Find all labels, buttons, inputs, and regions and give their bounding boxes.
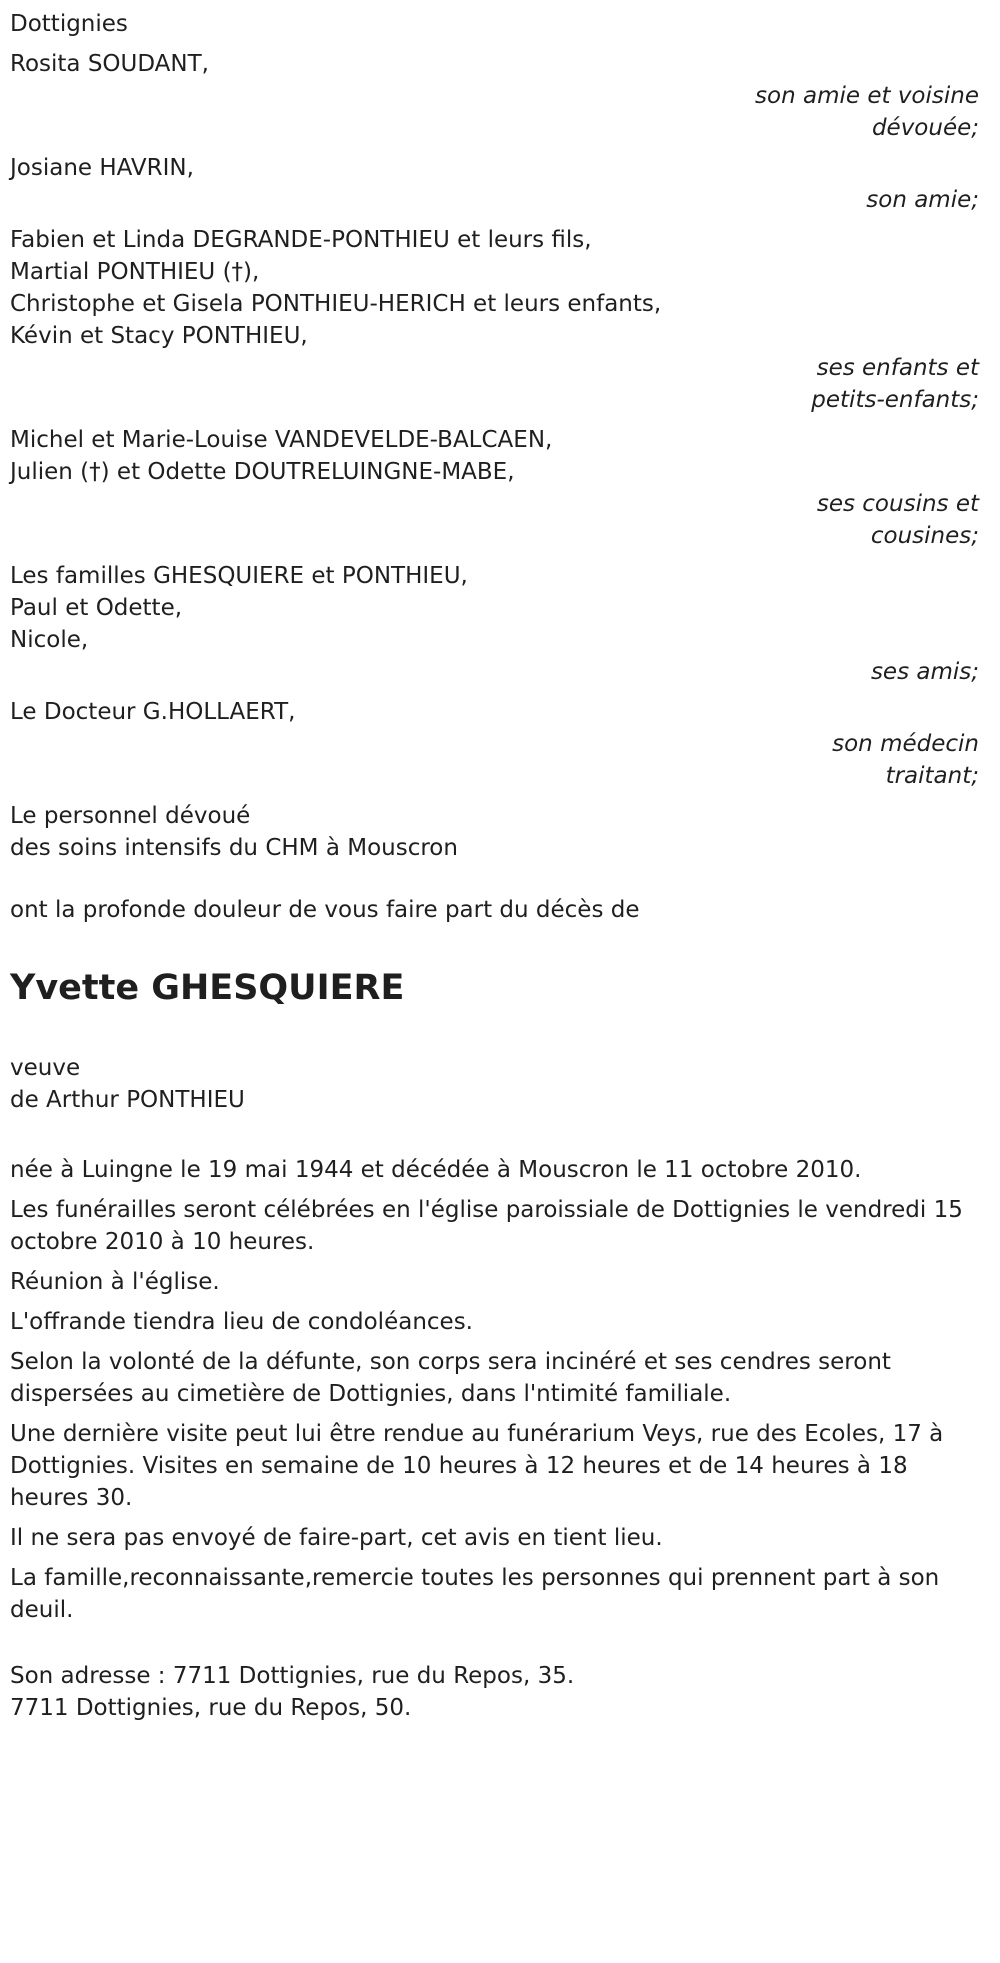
mourner-name: Nicole, xyxy=(10,627,89,653)
mourner-name: Kévin et Stacy PONTHIEU, xyxy=(10,323,308,349)
family-group xyxy=(10,696,990,792)
mourner-name: Le Docteur G.HOLLAERT, xyxy=(10,699,296,725)
mourner-name: Julien (†) et Odette DOUTRELUINGNE-MABE, xyxy=(10,459,515,485)
relationship-line: ses amis; xyxy=(870,659,979,685)
relationship-line: petits-enfants; xyxy=(811,387,979,413)
mourner-name: Rosita SOUDANT, xyxy=(10,51,209,77)
detail-paragraph: L'offrande tiendra lieu de condoléances. xyxy=(10,1309,473,1335)
relationship-label xyxy=(719,656,990,688)
relationship-label xyxy=(719,80,990,144)
relationship-line: ses cousins et xyxy=(816,491,979,517)
deceased-name: Yvette GHESQUIERE xyxy=(10,968,405,1008)
mourner-name: Michel et Marie-Louise VANDEVELDE-BALCAEN, xyxy=(10,427,553,453)
staff-block xyxy=(10,800,990,864)
announcement-text: ont la profonde douleur de vous faire part du décès de xyxy=(10,897,640,923)
mourner-name: Les familles GHESQUIERE et PONTHIEU, xyxy=(10,563,468,589)
relationship-line: cousines; xyxy=(870,523,979,549)
staff-line: Le personnel dévoué xyxy=(10,803,251,829)
mourner-name: Josiane HAVRIN, xyxy=(10,155,194,181)
relationship-line: son médecin xyxy=(832,731,979,757)
family-group xyxy=(10,48,990,144)
detail-paragraph: née à Luingne le 19 mai 1944 et décédée à Mouscron le 11 octobre 2010. xyxy=(10,1157,862,1183)
details-block xyxy=(10,1154,990,1626)
family-group xyxy=(10,224,990,416)
relationship-label xyxy=(719,184,990,216)
address-line: 7711 Dottignies, rue du Repos, 50. xyxy=(10,1695,412,1721)
detail-paragraph: Selon la volonté de la défunte, son corps sera incinéré et ses cendres seront dispersées au cimetière de Dottignies, dans l'ntimité familiale. xyxy=(10,1349,891,1407)
mourner-name: Christophe et Gisela PONTHIEU-HERICH et leurs enfants, xyxy=(10,291,662,317)
status-line: de Arthur PONTHIEU xyxy=(10,1087,245,1113)
deceased-status xyxy=(10,1052,990,1116)
family-group xyxy=(10,424,990,552)
relationship-line: traitant; xyxy=(885,763,979,789)
relationship-label xyxy=(719,488,990,552)
detail-paragraph: Une dernière visite peut lui être rendue au funérarium Veys, rue des Ecoles, 17 à Dottignies. Visites en semaine de 10 heures à 12 heures et de 14 heures à 18 heures 30. xyxy=(10,1421,944,1511)
address-block xyxy=(10,1660,990,1724)
detail-paragraph: Il ne sera pas envoyé de faire-part, cet avis en tient lieu. xyxy=(10,1525,663,1551)
relationship-line: ses enfants et xyxy=(816,355,979,381)
status-line: veuve xyxy=(10,1055,81,1081)
place-heading: Dottignies xyxy=(10,11,128,37)
family-group xyxy=(10,152,990,216)
relationship-line: dévouée; xyxy=(871,115,979,141)
mourner-name: Fabien et Linda DEGRANDE-PONTHIEU et leurs fils, xyxy=(10,227,592,253)
address-line: Son adresse : 7711 Dottignies, rue du Repos, 35. xyxy=(10,1663,575,1689)
mourner-name: Paul et Odette, xyxy=(10,595,183,621)
family-group xyxy=(10,560,990,688)
relationship-label xyxy=(719,352,990,416)
detail-paragraph: Réunion à l'église. xyxy=(10,1269,220,1295)
relationship-line: son amie et voisine xyxy=(755,83,979,109)
detail-paragraph: Les funérailles seront célébrées en l'église paroissiale de Dottignies le vendredi 15 octobre 2010 à 10 heures. xyxy=(10,1197,963,1255)
staff-line: des soins intensifs du CHM à Mouscron xyxy=(10,835,458,861)
relationship-line: son amie; xyxy=(866,187,979,213)
relationship-label xyxy=(719,728,990,792)
detail-paragraph: La famille,reconnaissante,remercie toutes les personnes qui prennent part à son deuil. xyxy=(10,1565,940,1623)
mourner-name: Martial PONTHIEU (†), xyxy=(10,259,260,285)
